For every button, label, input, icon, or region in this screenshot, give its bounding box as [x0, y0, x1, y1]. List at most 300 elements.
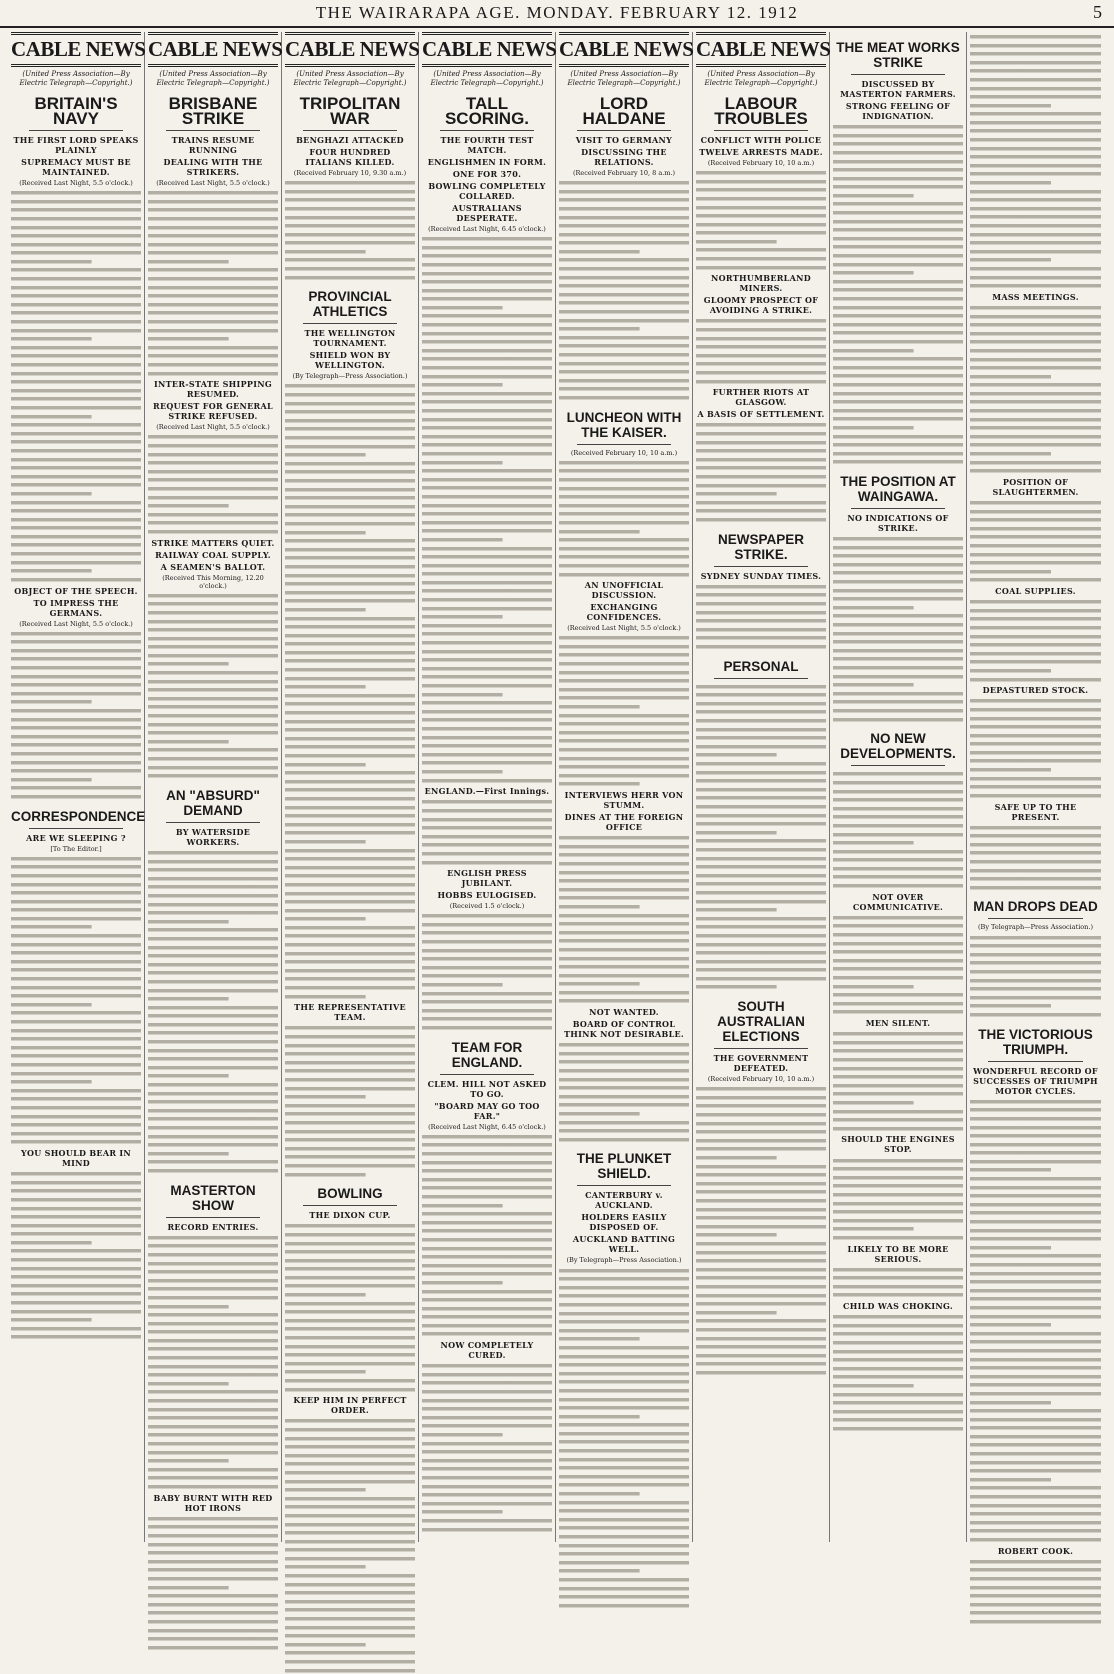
text-line: [970, 732, 1101, 740]
text-line: [285, 872, 415, 880]
text-line: [148, 1515, 278, 1523]
text-line: [696, 600, 826, 608]
text-line: [833, 965, 963, 973]
text-line: [970, 568, 1101, 576]
text-line: [285, 683, 415, 691]
text-line: [970, 1527, 1101, 1535]
text-line: [148, 493, 278, 501]
text-line: [559, 634, 689, 642]
text-line: [148, 206, 278, 214]
text-line: [285, 950, 415, 958]
text-line: [970, 1209, 1101, 1217]
text-line: [148, 249, 278, 257]
article-heading: LUNCHEON WITH THE KAISER.: [566, 409, 682, 440]
text-line: [833, 1099, 963, 1107]
text-line: [559, 1516, 689, 1524]
text-line: [559, 188, 689, 196]
text-line: [696, 1205, 826, 1213]
article-body-text: [970, 824, 1101, 892]
text-line: [833, 535, 963, 543]
text-line: [285, 1581, 415, 1589]
text-line: [970, 1467, 1101, 1475]
text-line: [970, 667, 1101, 675]
text-line: [11, 378, 141, 386]
text-line: [285, 391, 415, 399]
text-line: [970, 1493, 1101, 1501]
text-line: [833, 450, 963, 458]
text-line: [422, 990, 552, 998]
text-line: [11, 724, 141, 732]
text-line: [833, 664, 963, 672]
text-line: [285, 400, 415, 408]
text-line: [148, 1141, 278, 1149]
article-subhead: A SEAMEN'S BALLOT.: [160, 561, 266, 572]
text-line: [11, 430, 141, 438]
text-line: [970, 170, 1101, 178]
article-subhead: MASS MEETINGS.: [992, 291, 1079, 302]
dateline: (Received This Morning, 12.20 o'clock.): [162, 573, 264, 590]
text-line: [833, 1234, 963, 1242]
text-line: [970, 41, 1101, 49]
text-line: [11, 638, 141, 646]
text-line: [148, 883, 278, 891]
text-line: [559, 1361, 689, 1369]
text-line: [148, 519, 278, 527]
text-line: [11, 1273, 141, 1281]
text-line: [11, 309, 141, 317]
text-line: [559, 536, 689, 544]
article-body-text: [970, 304, 1101, 475]
text-line: [285, 1443, 415, 1451]
text-line: [559, 484, 689, 492]
text-line: [11, 1069, 141, 1077]
dateline: (Received February 10, 10 a.m.): [707, 1075, 815, 1084]
text-line: [11, 707, 141, 715]
text-line: [148, 1566, 278, 1574]
text-line: [970, 390, 1101, 398]
article-body-text: [148, 1234, 278, 1491]
text-line: [559, 1447, 689, 1455]
text-line: [559, 1058, 689, 1066]
text-line: [833, 856, 963, 864]
text-line: [559, 1067, 689, 1075]
text-line: [285, 520, 415, 528]
text-line: [833, 830, 963, 838]
text-line: [148, 442, 278, 450]
text-line: [422, 1448, 552, 1456]
text-line: [285, 1265, 415, 1273]
text-line: [833, 149, 963, 157]
text-line: [970, 1398, 1101, 1406]
text-line: [148, 892, 278, 900]
article-body-text: [148, 849, 278, 1175]
text-line: [559, 643, 689, 651]
text-line: [148, 223, 278, 231]
text-line: [559, 1602, 689, 1610]
text-line: [11, 438, 141, 446]
text-line: [833, 1365, 963, 1373]
text-line: [148, 1609, 278, 1617]
text-line: [285, 640, 415, 648]
text-line: [970, 1450, 1101, 1458]
text-line: [422, 476, 552, 484]
text-line: [833, 235, 963, 243]
text-line: [970, 1476, 1101, 1484]
text-line: [970, 1192, 1101, 1200]
text-line: [11, 541, 141, 549]
text-line: [422, 605, 552, 613]
text-line: [148, 875, 278, 883]
text-line: [148, 935, 278, 943]
text-line: [833, 1182, 963, 1190]
text-line: [833, 1191, 963, 1199]
text-line: [833, 372, 963, 380]
article-body-text: [285, 179, 415, 281]
text-line: [148, 695, 278, 703]
text-line: [422, 510, 552, 518]
text-line: [422, 415, 552, 423]
text-line: [696, 760, 826, 768]
text-line: [833, 587, 963, 595]
text-line: [833, 312, 963, 320]
text-line: [559, 368, 689, 376]
divider: [851, 74, 945, 75]
text-line: [285, 864, 415, 872]
text-line: [148, 1158, 278, 1166]
text-line: [11, 733, 141, 741]
article-subhead: VISIT TO GERMANY: [575, 135, 673, 145]
text-line: [833, 183, 963, 191]
article-body-text: [422, 912, 552, 1032]
text-line: [559, 342, 689, 350]
text-line: [422, 1362, 552, 1370]
text-line: [833, 698, 963, 706]
text-line: [833, 166, 963, 174]
text-line: [559, 308, 689, 316]
text-line: [970, 110, 1101, 118]
text-line: [285, 889, 415, 897]
text-line: [559, 937, 689, 945]
text-line: [422, 587, 552, 595]
text-line: [970, 1141, 1101, 1149]
article-subhead: MEN SILENT.: [865, 1018, 931, 1029]
article-body-text: [970, 933, 1101, 1018]
text-line: [422, 1313, 552, 1321]
text-line: [833, 218, 963, 226]
text-line: [285, 1317, 415, 1325]
text-line: [285, 1050, 415, 1058]
text-line: [148, 1549, 278, 1557]
text-line: [148, 215, 278, 223]
text-line: [696, 421, 826, 429]
text-line: [833, 441, 963, 449]
text-line: [970, 93, 1101, 101]
text-line: [559, 660, 689, 668]
text-line: [833, 552, 963, 560]
text-line: [11, 1104, 141, 1112]
article-heading: LORD HALDANE: [582, 94, 666, 128]
text-line: [11, 741, 141, 749]
text-line: [285, 1658, 415, 1666]
text-line: [970, 256, 1101, 264]
text-line: [559, 1524, 689, 1532]
article-subhead: A BASIS OF SETTLEMENT.: [697, 409, 825, 420]
text-line: [422, 295, 552, 303]
text-line: [833, 1056, 963, 1064]
text-line: [696, 1223, 826, 1231]
masthead-title: THE WAIRARAPA AGE. MONDAY. FEBRUARY 12. 1912: [315, 3, 799, 22]
text-line: [11, 335, 141, 343]
article-subhead: NOT OVER COMMUNICATIVE.: [852, 891, 944, 912]
text-line: [11, 266, 141, 274]
text-line: [285, 1538, 415, 1546]
article-subhead: TWELVE ARRESTS MADE.: [699, 147, 823, 157]
text-line: [559, 1498, 689, 1506]
text-line: [422, 1253, 552, 1261]
source-credit: (United Press Association—By Electric Telegraph—Copyright.): [567, 70, 681, 87]
text-line: [559, 754, 689, 762]
text-line: [833, 355, 963, 363]
text-line: [833, 1373, 963, 1381]
source-credit: (United Press Association—By Electric Telegraph—Copyright.): [704, 70, 818, 87]
text-line: [285, 958, 415, 966]
article-body-text: [285, 382, 415, 1000]
text-line: [285, 1325, 415, 1333]
text-line: [285, 657, 415, 665]
text-line: [285, 1067, 415, 1075]
text-line: [422, 596, 552, 604]
article-subhead: ENGLISH PRESS JUBILANT.: [447, 868, 527, 889]
text-line: [833, 1082, 963, 1090]
text-line: [696, 634, 826, 642]
text-line: [970, 749, 1101, 757]
text-line: [11, 1112, 141, 1120]
text-line: [422, 648, 552, 656]
text-line: [422, 1296, 552, 1304]
text-line: [559, 1533, 689, 1541]
text-line: [696, 966, 826, 974]
text-line: [422, 1167, 552, 1175]
text-line: [833, 672, 963, 680]
text-line: [285, 528, 415, 536]
article-body-text: [696, 583, 826, 651]
text-line: [970, 1484, 1101, 1492]
text-line: [148, 1644, 278, 1652]
text-line: [559, 694, 689, 702]
text-line: [696, 743, 826, 751]
text-line: [285, 442, 415, 450]
text-line: [285, 743, 415, 751]
source-credit: (United Press Association—By Electric Telegraph—Copyright.): [293, 70, 407, 87]
text-line: [285, 1110, 415, 1118]
text-line: [422, 338, 552, 346]
text-line: [970, 1364, 1101, 1372]
article-subhead: LIKELY TO BE MORE SERIOUS.: [847, 1243, 949, 1264]
text-line: [970, 1583, 1101, 1591]
text-line: [970, 1175, 1101, 1183]
text-line: [970, 338, 1101, 346]
article-body-text: [970, 598, 1101, 683]
text-line: [559, 213, 689, 221]
text-line: [285, 554, 415, 562]
text-line: [833, 707, 963, 715]
text-line: [11, 949, 141, 957]
text-line: [696, 794, 826, 802]
text-line: [970, 1575, 1101, 1583]
text-line: [422, 833, 552, 841]
text-line: [11, 1196, 141, 1204]
text-line: [833, 957, 963, 965]
text-line: [422, 570, 552, 578]
text-line: [422, 1024, 552, 1032]
dateline: (By Telegraph—Press Association.): [978, 923, 1093, 932]
text-line: [970, 1269, 1101, 1277]
text-line: [970, 1098, 1101, 1106]
text-line: [833, 1064, 963, 1072]
text-line: [422, 981, 552, 989]
text-line: [422, 579, 552, 587]
article-body-text: [970, 499, 1101, 584]
text-line: [422, 690, 552, 698]
article-body-text: [833, 770, 963, 890]
text-line: [422, 1184, 552, 1192]
article-body-text: [285, 1222, 415, 1393]
text-line: [11, 361, 141, 369]
text-line: [148, 1328, 278, 1336]
article-heading: MAN DROPS DEAD: [973, 899, 1098, 915]
article-subhead: STRIKE MATTERS QUIET.: [151, 537, 275, 548]
text-line: [970, 213, 1101, 221]
article-body-text: [422, 1362, 552, 1533]
text-line: [970, 312, 1101, 320]
text-line: [696, 726, 826, 734]
text-line: [11, 1316, 141, 1324]
text-line: [422, 768, 552, 776]
text-line: [696, 923, 826, 931]
text-line: [696, 1180, 826, 1188]
article-body-text: [970, 1558, 1101, 1626]
text-line: [970, 507, 1101, 515]
text-line: [696, 1094, 826, 1102]
dateline: (Received 1.5 o'clock.): [449, 902, 525, 911]
text-line: [148, 961, 278, 969]
text-line: [422, 682, 552, 690]
article-subhead: CONFLICT WITH POLICE: [700, 135, 822, 145]
text-line: [970, 1201, 1101, 1209]
source-credit: (United Press Association—By Electric Telegraph—Copyright.): [19, 70, 133, 87]
text-line: [285, 1452, 415, 1460]
text-line: [11, 992, 141, 1000]
text-line: [285, 606, 415, 614]
text-line: [559, 1127, 689, 1135]
text-line: [285, 494, 415, 502]
text-line: [285, 769, 415, 777]
text-line: [696, 447, 826, 455]
text-line: [970, 1558, 1101, 1566]
text-line: [285, 1572, 415, 1580]
article-subhead: NO INDICATIONS OF STRIKE.: [847, 512, 949, 533]
text-line: [285, 1076, 415, 1084]
text-line: [970, 424, 1101, 432]
text-line: [833, 848, 963, 856]
text-line: [285, 468, 415, 476]
text-line: [422, 1500, 552, 1508]
text-line: [422, 347, 552, 355]
text-line: [422, 1176, 552, 1184]
text-line: [422, 501, 552, 509]
text-line: [833, 432, 963, 440]
text-line: [422, 1210, 552, 1218]
text-line: [148, 511, 278, 519]
text-line: [696, 255, 826, 263]
article-subhead: BY WATERSIDE WORKERS.: [175, 826, 251, 847]
text-line: [422, 850, 552, 858]
text-line: [970, 1347, 1101, 1355]
article-body-text: [696, 1085, 826, 1376]
text-line: [11, 258, 141, 266]
text-line: [696, 229, 826, 237]
article-body-text: [11, 189, 141, 584]
text-line: [11, 301, 141, 309]
text-line: [559, 317, 689, 325]
text-line: [422, 1431, 552, 1439]
text-line: [285, 855, 415, 863]
article-subhead: KEEP HIM IN PERFECT ORDER.: [293, 1395, 407, 1416]
text-line: [11, 1130, 141, 1138]
text-line: [833, 200, 963, 208]
text-line: [148, 275, 278, 283]
text-line: [11, 889, 141, 897]
text-line: [422, 1457, 552, 1465]
text-line: [833, 690, 963, 698]
text-line: [148, 592, 278, 600]
text-line: [148, 258, 278, 266]
text-line: [833, 1047, 963, 1055]
text-line: [422, 424, 552, 432]
text-line: [285, 382, 415, 390]
text-line: [970, 407, 1101, 415]
text-line: [559, 1041, 689, 1049]
text-line: [285, 196, 415, 204]
text-line: [559, 553, 689, 561]
text-line: [970, 858, 1101, 866]
article-body-text: [148, 189, 278, 377]
divider: [440, 1074, 534, 1075]
text-line: [11, 1222, 141, 1230]
text-line: [696, 717, 826, 725]
text-line: [422, 312, 552, 320]
text-line: [285, 231, 415, 239]
text-line: [833, 209, 963, 217]
text-line: [833, 578, 963, 586]
text-line: [148, 978, 278, 986]
text-line: [11, 655, 141, 663]
column-6: [693, 32, 830, 1542]
text-line: [696, 464, 826, 472]
text-line: [559, 1284, 689, 1292]
text-line: [559, 1438, 689, 1446]
article-subhead: CLEM. HILL NOT ASKED TO GO.: [427, 1078, 547, 1099]
text-line: [696, 803, 826, 811]
text-line: [11, 1187, 141, 1195]
text-line: [148, 1483, 278, 1491]
text-line: [11, 915, 141, 923]
text-line: [559, 1076, 689, 1084]
text-line: [285, 1145, 415, 1153]
text-line: [285, 675, 415, 683]
text-line: [422, 244, 552, 252]
article-heading: PROVINCIAL ATHLETICS: [308, 289, 392, 320]
